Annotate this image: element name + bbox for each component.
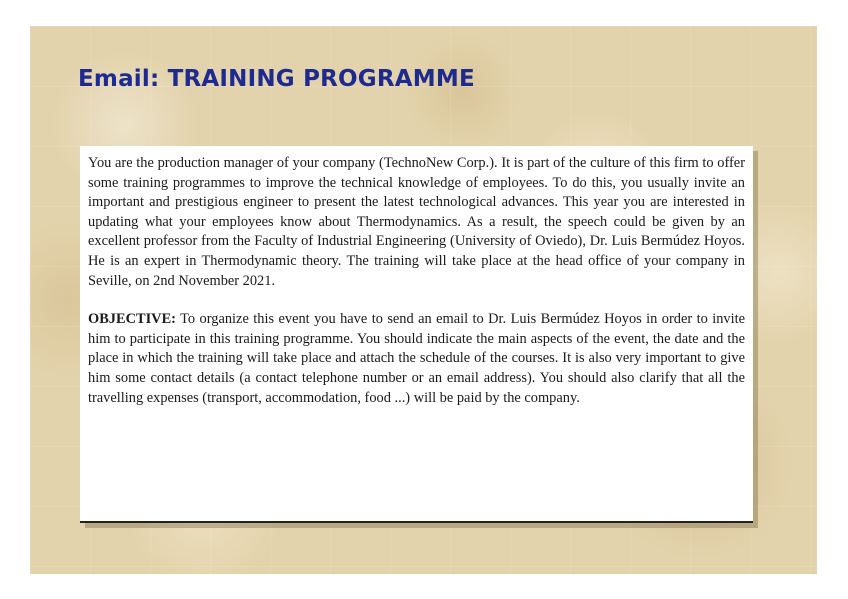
objective-paragraph (88, 310, 745, 408)
slide (30, 26, 817, 574)
intro-paragraph: You are the production manager of your company (TechnoNew Corp.). It is part of the culture of this firm to offer some training programmes to improve the technical knowledge of employees. To do this, you usually invite an important and prestigious engineer to present the latest technological advances. This year you are interested in updating what your employees know about Thermodynamics. As a result, the speech could be given by an excellent professor from the Faculty of Industrial Engineering (University of Oviedo), Dr. Luis Bermúdez Hoyos. He is an expert in Thermodynamic theory. The training will take place at the head office of your company in Seville, on 2nd November 2021. (88, 155, 745, 289)
slide-title: Email: TRAINING PROGRAMME (78, 66, 475, 92)
objective-text: To organize this event you have to send an email to Dr. Luis Bermúdez Hoyos in order to invite him to participate in this training programme. You should indicate the main aspects of the event, the date and the place in which the training will take place and attach the schedule of the courses. It is also very important to give him some contact details (a contact telephone number or an email address). You should also clarify that all the travelling expenses (transport, accommodation, food ...) will be paid by the company. (88, 311, 745, 406)
objective-label: OBJECTIVE: (88, 311, 176, 328)
task-text-box (80, 146, 753, 523)
